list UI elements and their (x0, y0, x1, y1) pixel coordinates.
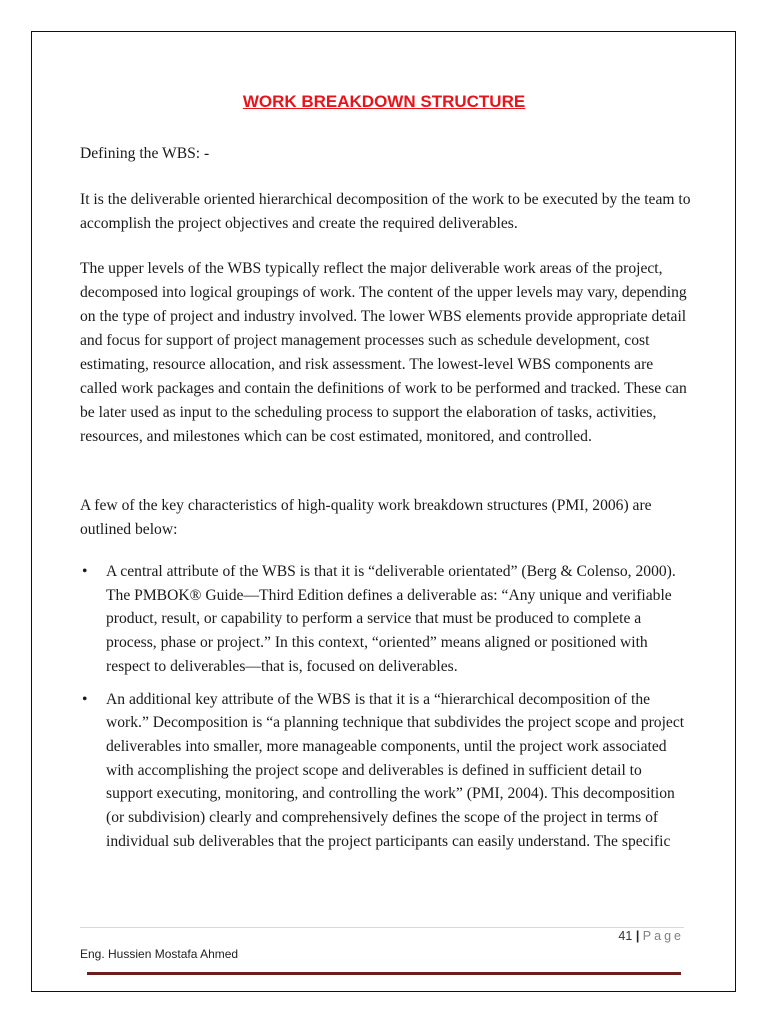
list-item (80, 560, 692, 679)
characteristics-list (80, 560, 692, 862)
document-title: WORK BREAKDOWN STRUCTURE (242, 92, 526, 111)
list-item-text: A central attribute of the WBS is that it is “deliverable orientated” (Berg & Colenso, 2000). The PMBOK® Guide—Third Edition defines a deliverable as: “Any unique and verifiable product, result, or capability to perform a service that must be produced to complete a process, phase or project.” In this context, “oriented” means aligned or positioned with respect to deliverables—that is, focused on deliverables. (106, 563, 676, 675)
paragraph-characteristics-intro: A few of the key characteristics of high-quality work breakdown structures (PMI, 2006) are outlined below: (80, 497, 652, 538)
footer-rule (87, 972, 681, 975)
page-label: Page (642, 929, 684, 943)
footer-author: Eng. Hussien Mostafa Ahmed (80, 947, 239, 961)
page-number-separator: | (635, 929, 640, 943)
list-item (80, 688, 692, 854)
paragraph-upper-levels: The upper levels of the WBS typically reflect the major deliverable work areas of the project, decomposed into logical groupings of work. The content of the upper levels may vary, depending on the type of project and industry involved. The lower WBS elements provide appropriate detail and focus for support of project management processes such as schedule development, cost estimating, resource allocation, and risk assessment. The lowest-level WBS components are called work packages and contain the definitions of work to be performed and tracked. These can be later used as input to the scheduling process to support the elaboration of tasks, activities, resources, and milestones which can be cost estimated, monitored, and controlled. (80, 260, 687, 445)
page-number (618, 929, 684, 943)
bullet-icon: • (82, 690, 88, 708)
section-subheading: Defining the WBS: - (80, 145, 210, 162)
footer-divider (80, 927, 684, 928)
page-number-value: 41 (618, 929, 633, 943)
bullet-icon: • (82, 563, 88, 580)
paragraph-definition: It is the deliverable oriented hierarchical decomposition of the work to be executed by the team to accomplish the project objectives and create the required deliverables. (80, 191, 691, 232)
list-item-text: An additional key attribute of the WBS is that it is a “hierarchical decomposition of the work.” Decomposition is “a planning technique that subdivides the project scope and project deliverables into smaller, more manageable components, until the project work associated with accomplishing the project scope and deliverables is defined in sufficient detail to support executing, monitoring, and controlling the work” (PMI, 2004). This decomposition (or subdivision) clearly and comprehensively defines the scope of the project in terms of individual sub deliverables that the project participants can easily understand. The specific (106, 690, 685, 850)
